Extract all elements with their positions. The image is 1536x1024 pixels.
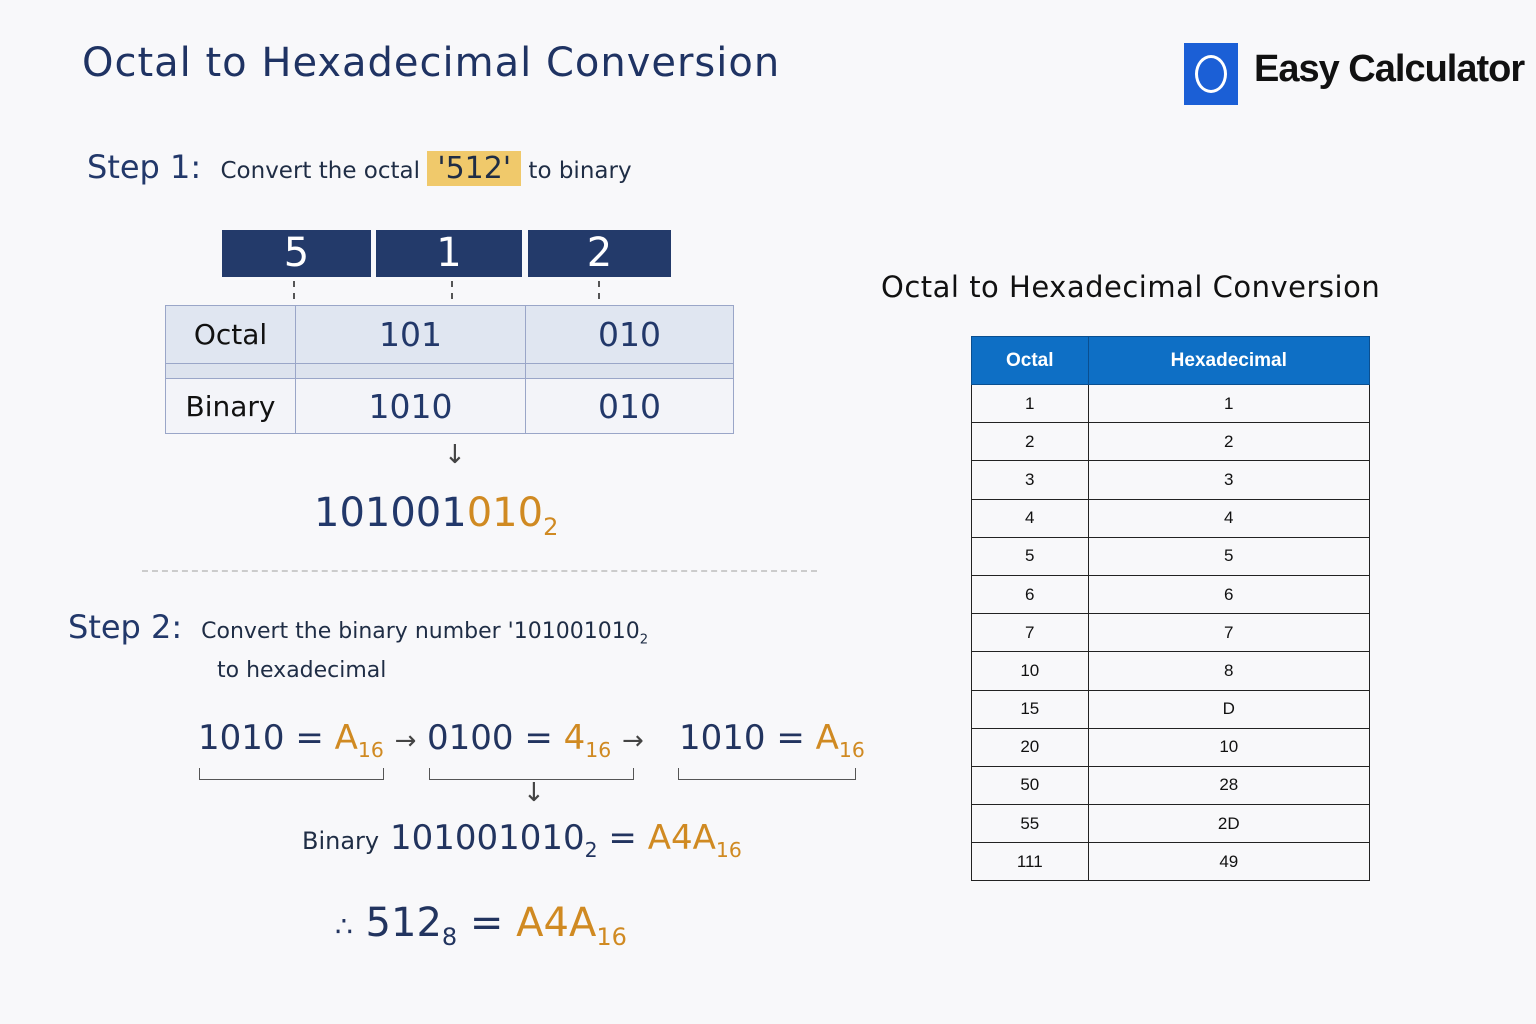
group-1: $1010 = A_{16}$ →	[198, 718, 417, 762]
column-header: Hexadecimal	[1088, 337, 1369, 385]
cell: 101	[296, 306, 526, 364]
step1-label: Step 1:	[87, 148, 202, 186]
conclusion: ∴ $512_8 = A4A_{16}$	[335, 900, 627, 951]
table-row	[972, 499, 1370, 537]
column-header: Octal	[972, 337, 1089, 385]
bracket	[678, 768, 856, 780]
table-row	[972, 385, 1370, 423]
table-cell: 3	[1088, 461, 1369, 499]
step2-text-2: to hexadecimal	[217, 658, 387, 683]
step1-heading	[87, 148, 632, 186]
octal-digit: 2	[528, 230, 671, 277]
step2-heading: Step 2: Convert the binary number '$101001010_2$	[68, 608, 649, 648]
table-row	[972, 614, 1370, 652]
table-row	[972, 805, 1370, 843]
connector	[293, 281, 295, 299]
octal-digit: 5	[222, 230, 371, 277]
table-row	[972, 843, 1370, 881]
table-cell: 6	[972, 575, 1089, 613]
row-label: Octal	[166, 306, 296, 364]
octal-digit: 1	[376, 230, 522, 277]
table-row	[972, 728, 1370, 766]
table-cell: 2	[1088, 423, 1369, 461]
row-label: Binary	[166, 379, 296, 434]
conversion-table	[971, 336, 1370, 881]
step2-label: Step 2:	[68, 608, 183, 646]
table-cell: 2D	[1088, 805, 1369, 843]
table-cell: 5	[972, 537, 1089, 575]
binary-result: $101001010_2$	[314, 490, 559, 541]
table-cell: 10	[972, 652, 1089, 690]
table-cell: 55	[972, 805, 1089, 843]
table-row	[972, 766, 1370, 804]
brand-name: Easy Calculator	[1254, 48, 1525, 90]
divider	[142, 570, 817, 572]
arrow-down-icon: ↓	[523, 778, 545, 808]
table-cell: 8	[1088, 652, 1369, 690]
table-title: Octal to Hexadecimal Conversion	[881, 270, 1381, 304]
table-row	[972, 537, 1370, 575]
table-cell: 6	[1088, 575, 1369, 613]
table-cell: 7	[972, 614, 1089, 652]
table-cell: 1	[1088, 385, 1369, 423]
table-cell: 111	[972, 843, 1089, 881]
table-cell: 28	[1088, 766, 1369, 804]
table-row	[972, 690, 1370, 728]
connector	[598, 281, 600, 299]
step1-text: Convert the octal	[220, 158, 421, 184]
step2-text: Convert the binary number '101001010	[201, 619, 640, 644]
table-cell: 5	[1088, 537, 1369, 575]
table-cell: 4	[972, 499, 1089, 537]
binary-table	[165, 305, 734, 434]
table-cell: 3	[972, 461, 1089, 499]
table-row	[972, 652, 1370, 690]
cell: 010	[526, 306, 734, 364]
cell: 010	[526, 379, 734, 434]
table-cell: 50	[972, 766, 1089, 804]
group-2: $0100 = 4_{16}$ →	[427, 718, 644, 762]
cell: 1010	[296, 379, 526, 434]
octal-highlight: '512'	[427, 151, 521, 186]
binary-equation: Binary $101001010_2 = A4A_{16}$	[302, 818, 742, 862]
table-cell: 1	[972, 385, 1089, 423]
arrow-down-icon: ↓	[444, 440, 466, 470]
table-cell: 4	[1088, 499, 1369, 537]
table-cell: 49	[1088, 843, 1369, 881]
table-cell: D	[1088, 690, 1369, 728]
group-3: $1010 = A_{16}$	[679, 718, 865, 762]
table-cell: 7	[1088, 614, 1369, 652]
table-row	[972, 423, 1370, 461]
table-cell: 10	[1088, 728, 1369, 766]
table-row	[972, 461, 1370, 499]
table-cell: 20	[972, 728, 1089, 766]
connector	[451, 281, 453, 299]
circle-logo-icon	[1184, 43, 1238, 105]
table-cell: 2	[972, 423, 1089, 461]
bracket	[199, 768, 384, 780]
page-title: Octal to Hexadecimal Conversion	[82, 40, 781, 86]
table-cell: 15	[972, 690, 1089, 728]
table-row	[972, 575, 1370, 613]
step1-text-2: to binary	[528, 158, 632, 184]
